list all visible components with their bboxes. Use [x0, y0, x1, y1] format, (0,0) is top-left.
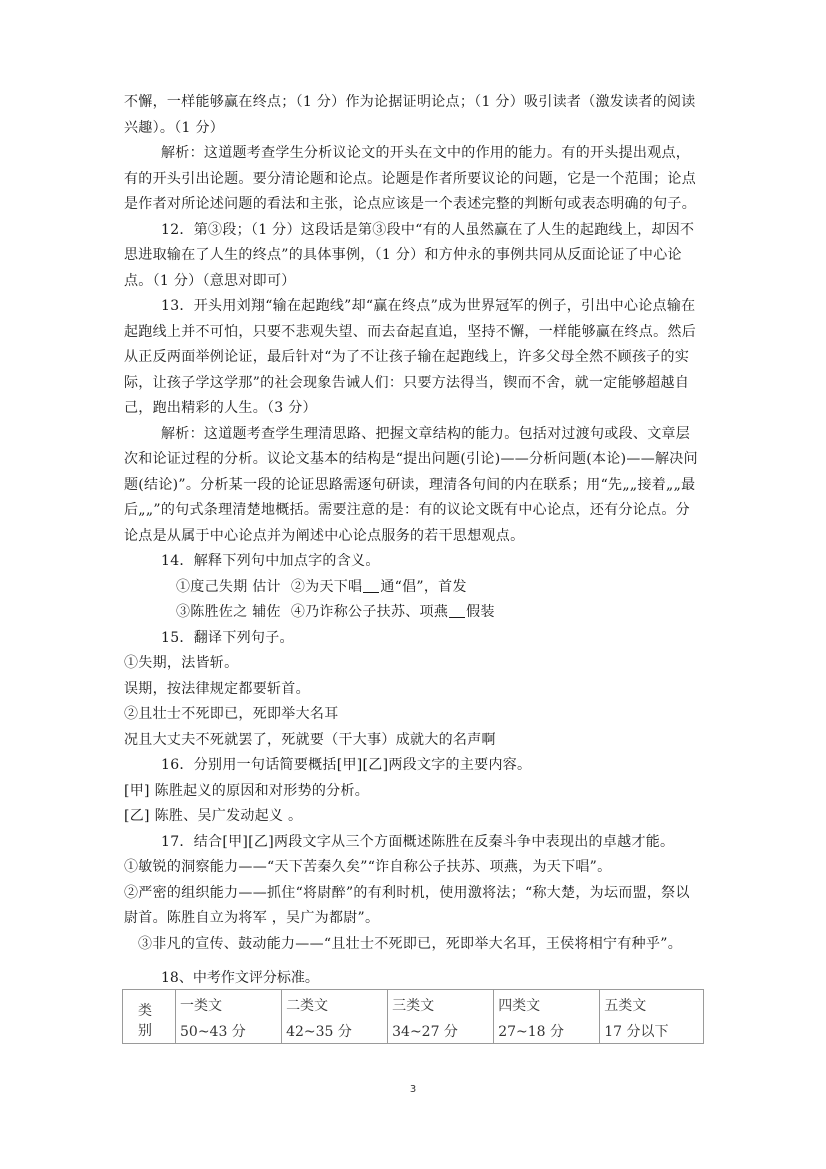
scoring-table — [122, 989, 704, 1044]
paragraph-q12: 12．第③段；（1 分）这段话是第③段中“有的人虽然赢在了人生的起跑线上，却因不思进取输在了人生的终点”的具体事例，（1 分）和方仲永的事例共同从反面论证了中心论点。（1 分）（意思对即可） — [124, 221, 695, 289]
category-range: 34~27 分 — [392, 1024, 458, 1040]
category-range: 17 分以下 — [604, 1024, 669, 1040]
answer-blank — [363, 578, 379, 593]
category-name: 一类文 — [180, 998, 222, 1014]
paragraph-analysis-q11: 解析：这道题考查学生分析议论文的开头在文中的作用的能力。有的开头提出观点，有的开头引出论题。要分清论题和论点。论题是作者所要议论的问题，它是一个范围；论点是作者对所论述问题的看法和主张，论点应该是一个表述完整的判断句或表态明确的句子。 — [124, 145, 696, 212]
q18-heading: 18、中考作文评分标准。 — [161, 970, 319, 986]
q14-item-3: ③陈胜佐之 辅佐 — [176, 604, 281, 620]
q17-answer-1: ①敏锐的洞察能力——“天下苦秦久矣”“诈自称公子扶苏、项燕，为天下唱”。 — [124, 859, 612, 875]
paragraph-q13: 13．开头用刘翔“输在起跑线”却“赢在终点”成为世界冠军的例子，引出中心论点输在起跑线上并不可怕，只要不悲观失望、而去奋起直追，坚持不懈，一样能够赢在终点。然后从正反两面举例论证，最后针对“为了不让孩子输在起跑线上，许多父母全然不顾孩子的实际，让孩子学这学那”的社会现象告诫人们：只要方法得当，锲而不舍，就一定能够超越自己，跑出精彩的人生。（3 分） — [124, 298, 696, 416]
page-number: 3 — [409, 1084, 417, 1095]
table-cell — [176, 990, 282, 1044]
paragraph-q14: 14．解释下列句中加点字的含义。 — [161, 553, 380, 569]
q16-heading: 16．分别用一句话简要概括[甲][乙]两段文字的主要内容。 — [161, 757, 532, 773]
q14-row-1 — [124, 575, 704, 601]
q14-item-4-answer: 假装 — [466, 604, 495, 620]
category-name: 二类文 — [286, 998, 329, 1014]
q14-item-2-answer: 通“倡”，首发 — [380, 578, 467, 595]
answer-text-block — [124, 90, 704, 957]
paragraph-analysis-q13: 解析：这道题考查学生理清思路、把握文章结构的能力。包括对过渡句或段、文章层次和论证过程的分析。议论文基本的结构是“提出问题(引论)——分析问题(本论)——解决问题(结论)”。分析某一段的论证思路需逐句研读，理清各句间的内在联系；用“先„„接着„„最后„„”的句式条理清楚地概括。需要注意的是：有的议论文既有中心论点，还有分论点。分论点是从属于中心论点并为阐述中心论点服务的若干思想观点。 — [124, 425, 698, 544]
q15-sentence-2: ②且壮士不死即已，死即举大名耳 — [124, 706, 339, 722]
q14-item-1: ①度己失期 估计 — [176, 578, 281, 595]
q14-row-2 — [124, 600, 704, 626]
table-cell — [282, 990, 388, 1044]
category-name: 三类文 — [392, 998, 435, 1014]
q14-item-2: ②为天下唱 — [290, 578, 363, 595]
q15-answer-2: 况且大丈夫不死就罢了，死就要（干大事）成就大的名声啊 — [124, 731, 496, 748]
q17-answer-3: ③非凡的宣传、鼓动能力——“且壮士不死即已，死即举大名耳，王侯将相宁有种乎”。 — [138, 935, 683, 952]
category-range: 27~18 分 — [498, 1024, 564, 1040]
category-name: 五类文 — [604, 998, 647, 1014]
table-row — [123, 990, 704, 1044]
q16-answer-yi: [乙] 陈胜、吴广发动起义 。 — [124, 808, 303, 824]
table-cell — [494, 990, 600, 1044]
q15-answer-1: 误期，按法律规定都要斩首。 — [124, 680, 310, 697]
q16-answer-jia: [甲] 陈胜起义的原因和对形势的分析。 — [124, 782, 370, 799]
answer-blank — [449, 603, 465, 618]
q14-item-4: ④乃诈称公子扶苏、项燕 — [290, 604, 449, 620]
paragraph-continuation: 不懈，一样能够赢在终点；（1 分）作为论据证明论点；（1 分）吸引读者（激发读者的阅读兴趣）。（1 分） — [124, 94, 696, 136]
category-range: 50~43 分 — [180, 1024, 246, 1040]
category-name: 四类文 — [498, 998, 541, 1014]
q17-heading: 17．结合[甲][乙]两段文字从三个方面概述陈胜在反秦斗争中表现出的卓越才能。 — [161, 833, 675, 850]
table-cell — [600, 990, 704, 1044]
q17-answer-2: ②严密的组织能力——抓住“将尉醉”的有利时机，使用激将法；“称大楚，为坛而盟，祭以尉首。陈胜自立为将军 ，吴广为都尉”。 — [124, 884, 690, 926]
row-label-cell: 类 别 — [123, 990, 176, 1044]
q15-heading: 15．翻译下列句子。 — [161, 629, 294, 646]
q15-sentence-1: ①失期，法皆斩。 — [124, 655, 239, 671]
table-cell — [388, 990, 494, 1044]
category-range: 42~35 分 — [286, 1024, 352, 1040]
